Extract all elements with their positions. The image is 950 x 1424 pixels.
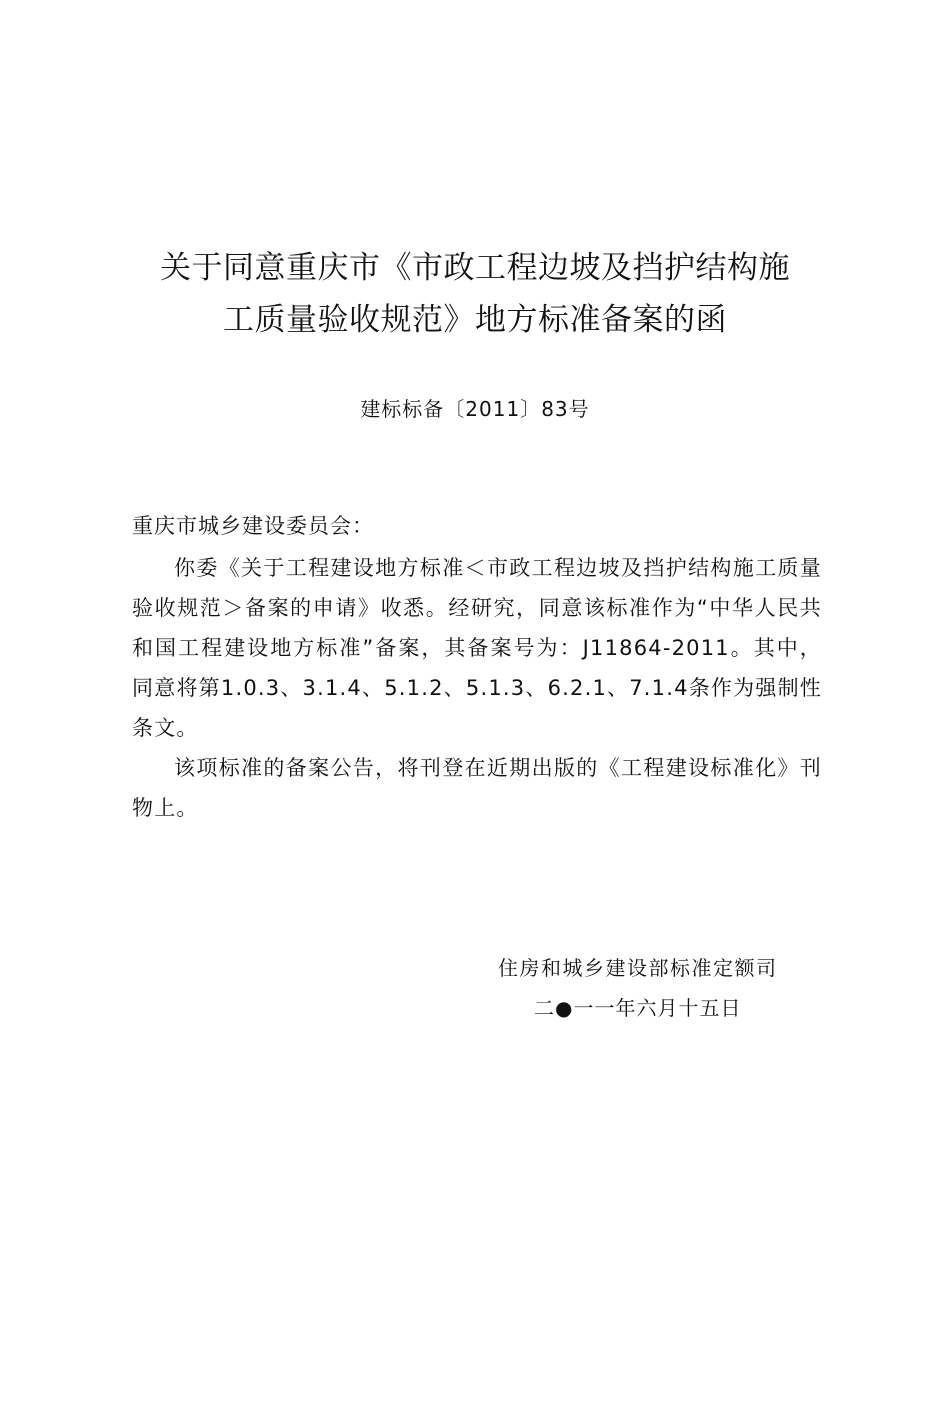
document-title-line-2: 工质量验收规范》地方标准备案的函 [223, 302, 727, 338]
document-number: 建标标备〔2011〕83号 [360, 397, 590, 421]
signer: 住房和城乡建设部标准定额司 [498, 956, 778, 980]
body-paragraph-2: 该项标准的备案公告，将刊登在近期出版的《工程建设标准化》刊物上。 [132, 756, 822, 820]
addressee: 重庆市城乡建设委员会： [132, 514, 374, 538]
body-paragraph-1: 你委《关于工程建设地方标准＜市政工程边坡及挡护结构施工质量验收规范＞备案的申请》收悉。经研究，同意该标准作为“中华人民共和国工程建设地方标准”备案，其备案号为：J11864-2011。其中，同意将第1.0.3、3.1.4、5.1.2、5.1.3、6.2.1、7.1.4条作为强制性条文。 [132, 556, 822, 740]
issue-date: 二●一一年六月十五日 [534, 996, 742, 1020]
document-title-line-1: 关于同意重庆市《市政工程边坡及挡护结构施 [160, 250, 790, 286]
